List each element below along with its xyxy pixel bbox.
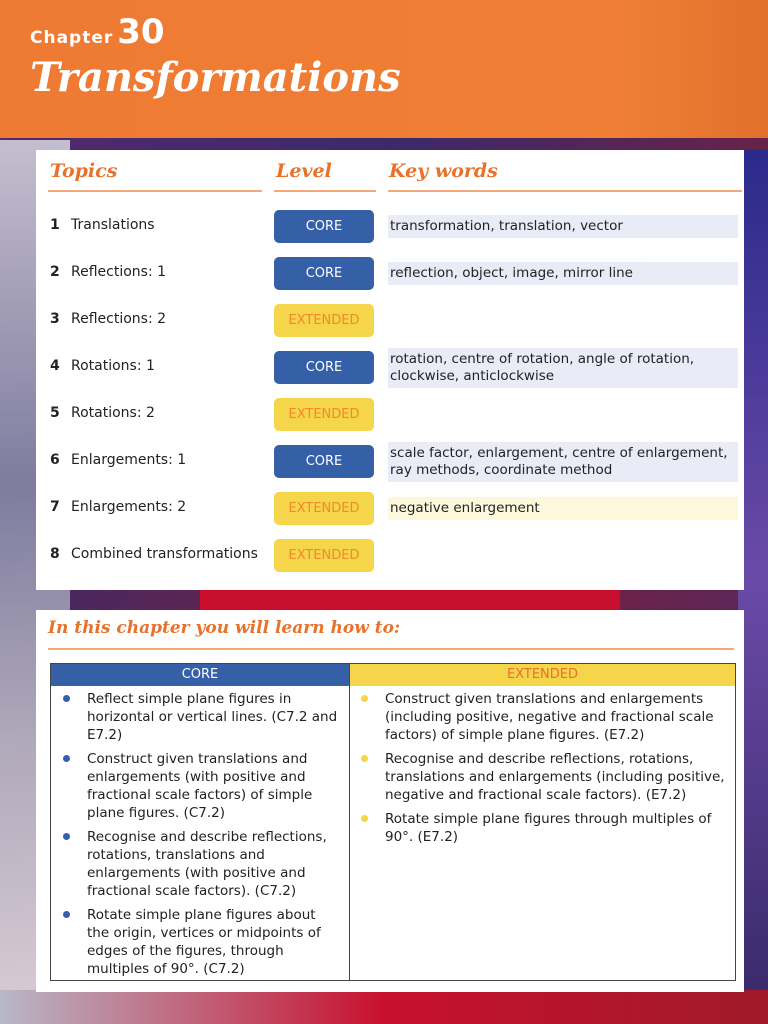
- topic-row: [36, 207, 744, 247]
- topic-number: 1: [50, 217, 60, 233]
- topic-row: [36, 442, 744, 482]
- level-badge-extended: EXTENDED: [274, 398, 374, 431]
- topic-row: [36, 301, 744, 341]
- topics-heading: Topics: [50, 160, 118, 182]
- core-objective: [63, 828, 341, 900]
- topic-number: 7: [50, 499, 60, 515]
- keywords-box: rotation, centre of rotation, angle of rotation, clockwise, anticlockwise: [388, 348, 738, 388]
- topic-name: Enlargements: 1: [71, 452, 187, 468]
- extended-objective: [361, 750, 731, 804]
- topic-row: [36, 489, 744, 529]
- level-badge-core: CORE: [274, 210, 374, 243]
- keywords-box: negative enlargement: [388, 497, 738, 520]
- level-badge-extended: EXTENDED: [274, 539, 374, 572]
- objective-text: Recognise and describe reflections, rotations, translations and enlargements (with positive and fractional scale factors). (C7.2): [87, 829, 327, 899]
- heading-rule: [274, 190, 376, 192]
- topic-name: Combined transformations: [71, 546, 258, 562]
- level-badge-core: CORE: [274, 351, 374, 384]
- topic-name: Translations: [71, 217, 155, 233]
- core-objectives-list: [63, 690, 341, 984]
- chapter-number: 30: [117, 12, 165, 52]
- title-rule: [48, 648, 734, 650]
- extended-objective: [361, 690, 731, 744]
- core-objective: [63, 906, 341, 978]
- chapter-header: [0, 0, 768, 138]
- keywords-heading: Key words: [389, 160, 498, 182]
- chapter-label: [30, 12, 165, 52]
- topic-name: Rotations: 1: [71, 358, 155, 374]
- level-badge-core: CORE: [274, 257, 374, 290]
- bullet-icon: [361, 755, 368, 762]
- topic-name: Reflections: 1: [71, 264, 167, 280]
- level-badge-core: CORE: [274, 445, 374, 478]
- bullet-icon: [63, 911, 70, 918]
- background-decoration: [0, 990, 768, 1024]
- topic-name: Reflections: 2: [71, 311, 167, 327]
- keywords-box: reflection, object, image, mirror line: [388, 262, 738, 285]
- column-divider: [349, 664, 350, 980]
- keywords-box: scale factor, enlargement, centre of enlargement, ray methods, coordinate method: [388, 442, 738, 482]
- topic-number: 2: [50, 264, 60, 280]
- extended-objective: [361, 810, 731, 846]
- objective-text: Reflect simple plane figures in horizontal or vertical lines. (C7.2 and E7.2): [87, 691, 338, 743]
- extended-column-heading: EXTENDED: [350, 664, 735, 686]
- level-heading: Level: [276, 160, 332, 182]
- core-column-heading: CORE: [51, 664, 349, 686]
- topic-row: [36, 536, 744, 576]
- bullet-icon: [63, 833, 70, 840]
- heading-rule: [48, 190, 262, 192]
- bullet-icon: [63, 695, 70, 702]
- learning-objectives-title: In this chapter you will learn how to:: [48, 618, 401, 638]
- objective-text: Construct given translations and enlargements (with positive and fractional scale factors) of simple plane figures. (C7.2): [87, 751, 313, 821]
- heading-rule: [388, 190, 742, 192]
- topic-number: 5: [50, 405, 60, 421]
- topic-name: Enlargements: 2: [71, 499, 187, 515]
- chapter-word: Chapter: [30, 28, 114, 48]
- topic-row: [36, 395, 744, 435]
- topic-number: 4: [50, 358, 60, 374]
- chapter-title: Transformations: [30, 54, 401, 101]
- core-objective: [63, 690, 341, 744]
- core-objective: [63, 750, 341, 822]
- bullet-icon: [63, 755, 70, 762]
- topic-number: 3: [50, 311, 60, 327]
- topic-name: Rotations: 2: [71, 405, 155, 421]
- objective-text: Rotate simple plane figures through multiples of 90°. (E7.2): [385, 811, 712, 845]
- level-badge-extended: EXTENDED: [274, 304, 374, 337]
- keywords-box: transformation, translation, vector: [388, 215, 738, 238]
- objectives-table: [50, 663, 736, 981]
- extended-objectives-list: [361, 690, 731, 852]
- topic-number: 8: [50, 546, 60, 562]
- bullet-icon: [361, 815, 368, 822]
- level-badge-extended: EXTENDED: [274, 492, 374, 525]
- objective-text: Rotate simple plane figures about the origin, vertices or midpoints of edges of the figures, through multiples of 90°. (C7.2): [87, 907, 321, 977]
- bullet-icon: [361, 695, 368, 702]
- objective-text: Recognise and describe reflections, rotations, translations and enlargements (including positive, negative and fractional scale factors). (E7.2): [385, 751, 725, 803]
- topics-panel: [36, 150, 744, 590]
- topic-number: 6: [50, 452, 60, 468]
- objective-text: Construct given translations and enlargements (including positive, negative and fractional scale factors) of simple plane figures. (E7.2): [385, 691, 714, 743]
- topic-row: [36, 254, 744, 294]
- topic-row: [36, 348, 744, 388]
- learning-objectives-panel: [36, 610, 744, 992]
